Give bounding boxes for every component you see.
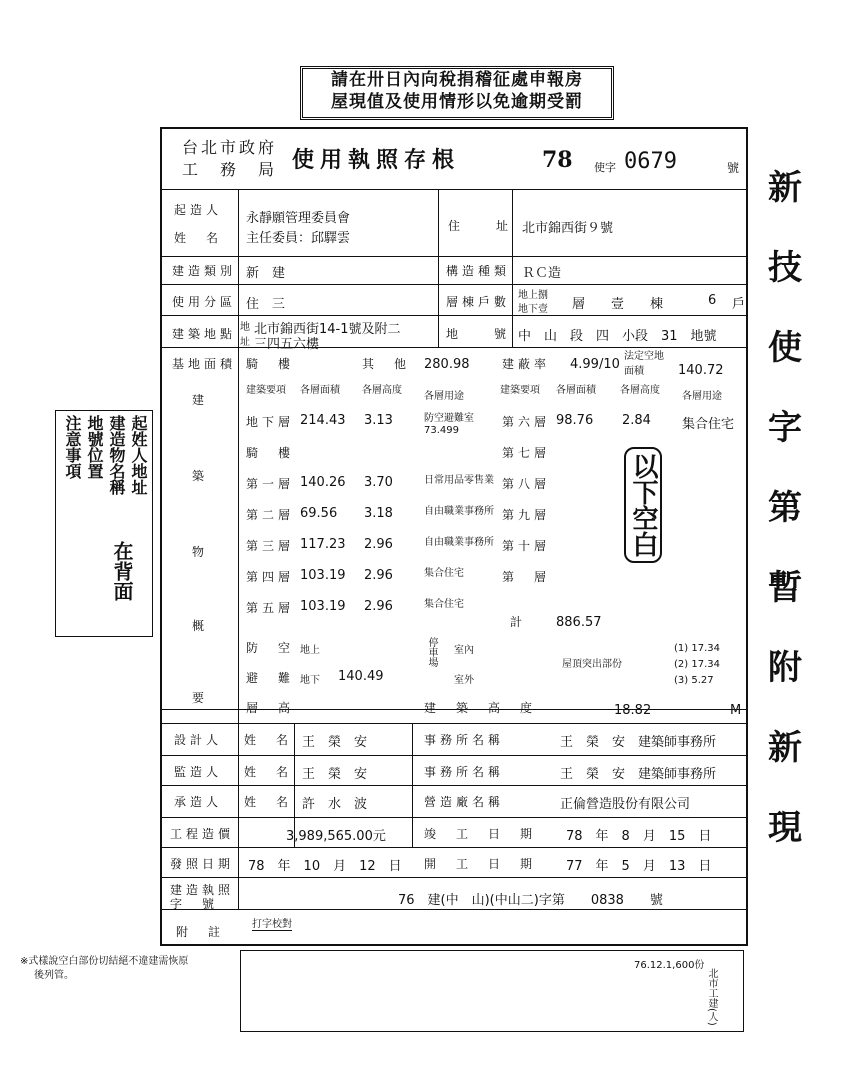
area-label: 基地面積 <box>172 357 237 371</box>
contractor-role: 承造人 <box>174 795 223 809</box>
builder-name-label: 姓 名 <box>174 231 223 245</box>
hdr-height: 各層高度 <box>362 385 402 396</box>
site-label: 建築地點 <box>172 327 237 341</box>
zone-label: 使用分區 <box>172 295 237 309</box>
floor-height: 3.70 <box>364 475 393 490</box>
supervisor-office-label: 事務所名稱 <box>424 765 505 779</box>
right-mark: 暫 <box>768 568 802 608</box>
hdr-floor-item-r: 建築要項 <box>500 385 540 396</box>
floor-area-right: 98.76 <box>556 413 594 428</box>
floor-area: 140.26 <box>300 475 346 490</box>
notice-line2: 屋現值及使用情形以免逾期受罰 <box>331 92 583 112</box>
builder-label: 起造人 <box>174 203 223 217</box>
shelter-below-label: 地下 <box>300 675 320 686</box>
hdr-height-r: 各層高度 <box>620 385 660 396</box>
blank-mark: 以下空白 <box>624 447 662 563</box>
shelter-above: 地上 <box>300 645 320 656</box>
floor-use: 自由職業事務所 <box>424 506 494 517</box>
floor-name: 騎 樓 <box>246 446 295 460</box>
land-value: 中 山 段 四 小段 31 地號 <box>518 329 717 344</box>
parking-in: 室內 <box>454 645 474 656</box>
org-line1: 台北市政府 <box>182 138 278 157</box>
side-e: 要 <box>192 691 209 705</box>
units-label: 戶 <box>732 297 746 312</box>
permit-label1: 建造執照 <box>170 883 235 897</box>
floor-name: 第五層 <box>246 601 295 615</box>
coverage-label: 建蔽率 <box>502 357 551 371</box>
floor-use: 集合住宅 <box>424 568 464 579</box>
other-area: 280.98 <box>424 357 470 372</box>
shelter-label1: 防 空 <box>246 641 295 655</box>
floor-name-right: 第 層 <box>502 570 551 584</box>
form-title: 使用執照存根 <box>292 147 461 173</box>
right-mark: 新 <box>768 728 802 768</box>
structure-value: ＲＣ造 <box>522 266 562 281</box>
cost-value: 3,989,565.00元 <box>286 829 386 844</box>
side-annotation <box>55 410 153 637</box>
form-suffix: 號 <box>727 161 740 175</box>
contractor-office-label: 營造廠名稱 <box>424 795 505 809</box>
floor-name-right: 第七層 <box>502 446 551 460</box>
permit-form <box>160 127 748 946</box>
floor-area: 103.19 <box>300 568 346 583</box>
side-c: 物 <box>192 545 209 559</box>
builder-line2: 主任委員：邱驛雲 <box>246 231 351 246</box>
end-date-label: 竣 工 日 期 <box>424 827 537 841</box>
start-date-label: 開 工 日 期 <box>424 857 537 871</box>
permit-label2: 字 號 <box>170 897 219 911</box>
site-prefix2: 址 <box>240 337 250 348</box>
permit-value: 76 建(中 山)(中山二)字第 0838 號 <box>398 893 663 908</box>
floor-use: 集合住宅 <box>424 599 464 610</box>
end-date: 78 年 8 月 15 日 <box>566 829 712 844</box>
footnote-line1: ※式樣說空白部份切結絕不違建需恢原 <box>20 956 189 967</box>
floor-name-right: 第六層 <box>502 415 551 429</box>
designer-name-label: 姓 名 <box>244 733 293 747</box>
form-prefix: 使字 <box>594 161 616 174</box>
bottom-office: 北市工建(人) <box>706 968 717 1026</box>
total-label: 計 <box>510 615 527 629</box>
side-d: 概 <box>192 619 209 633</box>
designer-role: 設計人 <box>174 733 223 747</box>
floors-middle: 層 壹 棟 <box>572 297 664 312</box>
floor-area: 103.19 <box>300 599 346 614</box>
floor-name-right: 第八層 <box>502 477 551 491</box>
hdr-area: 各層面積 <box>300 385 340 396</box>
other-label: 其 他 <box>362 357 411 371</box>
org-line2: 工 務 局 <box>182 160 278 179</box>
floor-name: 第三層 <box>246 539 295 553</box>
structure-label: 構造種類 <box>446 264 511 278</box>
notice-stamp <box>300 66 614 120</box>
floor-use: 自由職業事務所 <box>424 537 494 548</box>
hdr-use-r: 各層用途 <box>682 391 722 402</box>
floor-use-right: 集合住宅 <box>682 417 735 432</box>
floors-above: 地上捌 <box>518 290 548 301</box>
side-b: 築 <box>192 469 209 483</box>
designer-office: 王 榮 安 建築師事務所 <box>560 735 717 750</box>
floor-height-right: 2.84 <box>622 413 651 428</box>
cost-label: 工程造價 <box>170 827 235 841</box>
floor-height: 2.96 <box>364 537 393 552</box>
right-mark: 第 <box>768 488 802 528</box>
form-year: 78 <box>542 147 573 173</box>
arcade-label: 騎 樓 <box>246 357 295 371</box>
floors-label: 層棟戶數 <box>446 295 511 309</box>
shelter-label2: 避 難 <box>246 671 295 685</box>
supervisor-role: 監造人 <box>174 765 223 779</box>
roof-2: (2) 17.34 <box>674 659 720 670</box>
right-mark: 使 <box>768 328 802 368</box>
build-type-label: 建造類別 <box>172 264 237 278</box>
right-mark: 新 <box>768 168 802 208</box>
roof-1: (1) 17.34 <box>674 643 720 654</box>
designer-office-label: 事務所名稱 <box>424 733 505 747</box>
floor-name-right: 第十層 <box>502 539 551 553</box>
building-height-unit: M <box>730 703 742 718</box>
right-mark: 字 <box>768 408 802 448</box>
supervisor-name: 王 榮 安 <box>302 767 368 782</box>
floor-use: 日常用品零售業 <box>424 475 494 486</box>
bottom-date: 76.12.1,600份 <box>634 960 705 971</box>
roof-label: 屋頂突出部份 <box>562 659 622 670</box>
floor-name-right: 第九層 <box>502 508 551 522</box>
hdr-floor-item: 建築要項 <box>246 385 286 396</box>
builder-line1: 永靜願管理委員會 <box>246 211 351 226</box>
shelter-below: 140.49 <box>338 669 384 684</box>
hdr-area-r: 各層面積 <box>556 385 596 396</box>
floor-height: 3.13 <box>364 413 393 428</box>
form-number: 0679 <box>624 149 677 174</box>
total-value: 886.57 <box>556 615 602 630</box>
roof-3: (3) 5.27 <box>674 675 714 686</box>
notice-line1: 請在卅日內向稅捐稽征處申報房 <box>331 70 583 90</box>
issue-date: 78 年 10 月 12 日 <box>248 859 402 874</box>
footnote-line2: 後列管。 <box>34 970 74 981</box>
address-label: 住 址 <box>448 219 513 233</box>
floor-height: 2.96 <box>364 599 393 614</box>
floor-name: 第四層 <box>246 570 295 584</box>
building-height: 18.82 <box>614 703 652 718</box>
floor-height-label: 層 高 <box>246 701 295 715</box>
floor-height: 2.96 <box>364 568 393 583</box>
issue-label: 發照日期 <box>170 857 235 871</box>
side-col1: 起姓人地址 <box>129 415 148 495</box>
parking-label: 停車場 <box>426 637 437 667</box>
coverage-value: 4.99/10 <box>570 357 620 372</box>
side-a: 建 <box>192 393 209 407</box>
side-col4: 注意事項 <box>63 415 82 479</box>
right-mark: 技 <box>768 248 802 288</box>
floor-name: 第一層 <box>246 477 295 491</box>
building-height-label: 建 築 高 度 <box>424 701 537 715</box>
land-label: 地 號 <box>446 327 511 341</box>
hdr-use: 各層用途 <box>424 391 464 402</box>
right-mark: 附 <box>768 648 802 688</box>
right-mark: 現 <box>768 808 802 848</box>
floor-use: 防空避難室73.499 <box>424 413 474 436</box>
supervisor-name-label: 姓 名 <box>244 765 293 779</box>
note-label: 附 註 <box>176 925 225 939</box>
supervisor-office: 王 榮 安 建築師事務所 <box>560 767 717 782</box>
legal-value: 140.72 <box>678 363 724 378</box>
designer-name: 王 榮 安 <box>302 735 368 750</box>
side-extra: 在背面 <box>110 541 134 601</box>
legal-label: 法定空地面積 <box>624 351 664 377</box>
note-stamp: 打字校對 <box>252 915 292 931</box>
side-col3: 地號位置 <box>85 415 104 479</box>
floors-below: 地下壹 <box>518 304 548 315</box>
start-date: 77 年 5 月 13 日 <box>566 859 712 874</box>
floor-name: 地下層 <box>246 415 295 429</box>
site-line1: 北市錦西街14-1號及附二 <box>254 322 401 337</box>
floor-height: 3.18 <box>364 506 393 521</box>
parking-out: 室外 <box>454 675 474 686</box>
floor-name: 第二層 <box>246 508 295 522</box>
site-line2: 三四五六樓 <box>254 337 320 352</box>
contractor-name: 許 水 波 <box>302 797 368 812</box>
floor-area: 214.43 <box>300 413 346 428</box>
address-value: 北市錦西街９號 <box>522 221 614 236</box>
build-type-value: 新 建 <box>246 266 286 281</box>
side-col2: 建造物名稱 <box>107 415 126 495</box>
floor-area: 69.56 <box>300 506 338 521</box>
floor-area: 117.23 <box>300 537 346 552</box>
site-prefix1: 地 <box>240 322 250 333</box>
contractor-name-label: 姓 名 <box>244 795 293 809</box>
zone-value: 住 三 <box>246 297 286 312</box>
contractor-office: 正倫營造股份有限公司 <box>560 797 691 812</box>
units-value: 6 <box>708 293 717 308</box>
